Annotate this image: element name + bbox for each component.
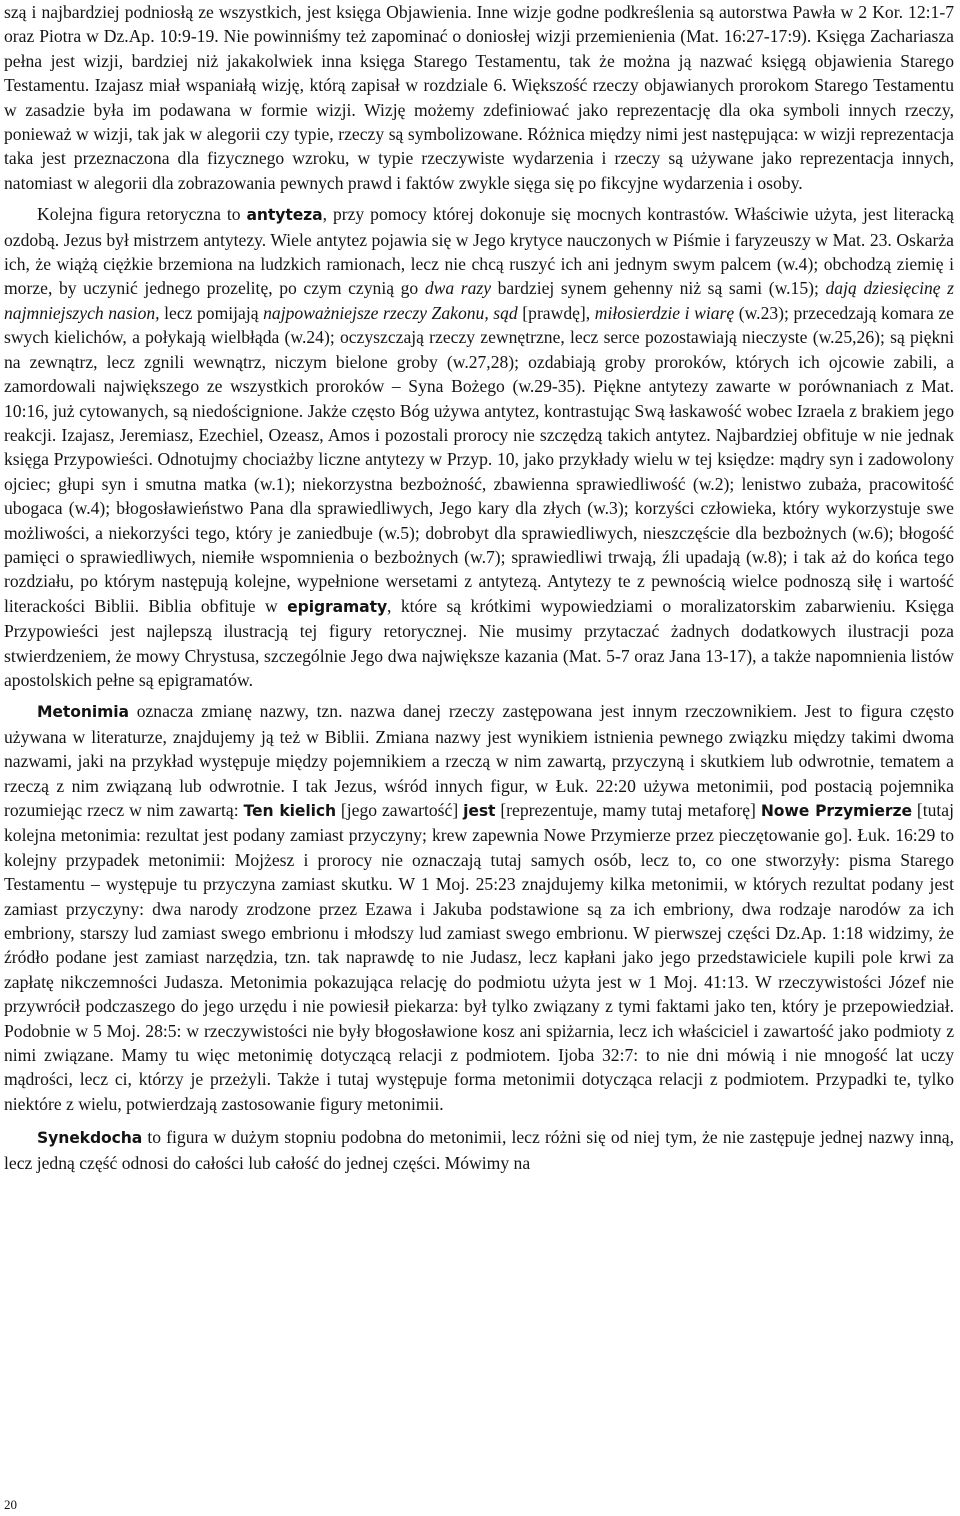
paragraph-antithesis bbox=[4, 202, 954, 692]
text-run: szą i najbardziej podniosłą ze wszystkich, jest księga Objawienia. Inne wizje godne podkreślenia są autorstwa Pawła w 2 Kor. 12:1-7 oraz Piotra w Dz.Ap. 10:9-19. Nie powinniśmy też zapominać o doniosłej wizji przemienienia (Mat. 16:27-17:9). Księga Zachariasza pełna jest wizji, bardziej niż jakakolwiek inna księga Starego Testamentu, tak że można ją nazwać księgą objawienia Starego Testamentu. Izajasz miał wspaniałą wizję, którą zapisał w rozdziale 6. Większość rzeczy objawianych prorokom Starego Testamentu w zasadzie była im podawana w formie wizji. Wizję możemy zdefiniować jako reprezentację dla oka symboli innych rzeczy, ponieważ w wizji, tak jak w alegorii czy typie, rzeczy są symbolizowane. Różnica między nimi jest następująca: w wizji reprezentacja taka jest przeznaczona dla fizycznego wzroku, w typie rzeczywiste wydarzenia i rzeczy są używane jako reprezentacja innych, natomiast w alegorii dla zobrazowania pewnych prawd i faktów zwykle sięga się po fikcyjne wydarzenia i osoby. bbox=[4, 2, 954, 193]
text-run: oznacza zmianę nazwy, tzn. nazwa danej rzeczy zastępowana jest innym rzeczownikiem. Jest to figura często używana w literaturze, znajdujemy ją też w Biblii. Zmiana nazwy jest wynikiem istnienia pewnego związku między takimi dwoma nazwami, jaki na przykład występuje między pojemnikiem a rzeczą w nim zawartą, przyczyną i skutkiem lub odwrotnie, tematem a rzeczą z nim związaną lub odwrotnie. I tak Jezus, wśród innych figur, w Łuk. 22:20 używa metonimii, pod postacią pojemnika rozumiejąc rzecz w nim zawartą: bbox=[4, 701, 954, 820]
italic-phrase: dwa razy bbox=[424, 278, 492, 299]
bold-term: jest bbox=[463, 802, 496, 820]
text-run: , które są krótkimi wypowiedziami o moralizatorskim zabarwieniu. Księga Przypowieści jest najlepszą ilustracją tej figury retorycznej. Nie musimy przytaczać żadnych dodatkowych ilustracji poza stwierdzeniem, że mowy Chrystusa, szczególnie Jego dwa największe kazania (Mat. 5-7 oraz Jana 13-17), a także napomnienia listów apostolskich pełne są epigramatów. bbox=[4, 595, 954, 690]
bold-term: antyteza bbox=[246, 206, 323, 225]
text-run: bardziej synem gehenny niż są sami (w.15); bbox=[491, 278, 826, 299]
italic-phrase: dają dziesięcinę z najmniejszych nasion, bbox=[4, 278, 954, 323]
text-run: to figura w dużym stopniu podobna do metonimii, lecz różni się od niej tym, że nie zastępuje jednej nazwy inną, lecz jedną część odnosi do całości lub całość do jednej części. Mówimy na bbox=[4, 1127, 954, 1173]
text-run: Kolejna figura retoryczna to bbox=[37, 204, 247, 225]
italic-phrase: miłosierdzie i wiarę bbox=[594, 302, 735, 323]
text-run: [jego zawartość] bbox=[335, 800, 464, 820]
bold-term: Synekdocha bbox=[37, 1129, 143, 1148]
text-run: lecz pomijają bbox=[159, 302, 264, 323]
bold-term: Metonimia bbox=[37, 703, 129, 722]
text-run: [tutaj kolejna metonimia: rezultat jest podany zamiast przyczyny; krew zapewnia Nowe Przymierze przez pieczętowanie go]. Łuk. 16:29 to kolejny przypadek metonimii: Mojżesz i prorocy nie oznaczają tutaj samych osób, lecz to, co one stworzyły: pisma Starego Testamentu – występuje tu przyczyna zamiast skutku. W 1 Moj. 25:23 znajdujemy kilka metonimii, w których rezultat podany jest zamiast przyczyny: dwa narody zrodzone przez Ezawa i Jakuba podstawione są za ich embriony, dwa rodzaje narodów za ich embriony, starszy lud zamiast swego embrionu i młodszy lud zamiast swego embrionu. W pierwszej części Dz.Ap. 1:18 widzimy, że źródło podane jest zamiast narzędzia, tzn. tak naprawdę to nie Judasz, lecz kapłani jako jego przedstawiciele kupili pole krwi za zapłatę nikczemności Judasza. Metonimia pokazująca relację do podmiotu użyta jest w 1 Moj. 41:13. W rzeczywistości Józef nie przywrócił podczaszego do jego urzędu i nie powiesił piekarza: był tylko związany z tymi faktami jako ten, który je przepowiedział. Podobnie w 5 Moj. 28:5: w rzeczywistości nie były błogosławione kosz ani spiżarnia, lecz ich właściciel i zawartość jako podmioty z nimi związane. Mamy tu więc metonimię dotyczącą relacji z podmiotem. Ijoba 32:7: to nie dni mówią i nie mnogość lat uczy mądrości, lecz ci, którzy je przeżyli. Także i tutaj występuje forma metonimii dotycząca relacji z podmiotem. Przypadki te, tylko niektóre z wielu, potwierdzają zastosowanie figury metonimii. bbox=[4, 800, 954, 1114]
bold-term: Ten kielich bbox=[243, 802, 336, 820]
page-number: 20 bbox=[4, 1497, 17, 1512]
paragraph-metonymy bbox=[4, 699, 954, 1116]
paragraph-synecdoche bbox=[4, 1125, 954, 1175]
text-run: , przy pomocy której dokonuje się mocnych kontrastów. Właściwie użyta, jest literacką ozdobą. Jezus był mistrzem antytezy. Wiele antytez pojawia się w Jego krytyce nauczonych w Piśmie i faryzeuszy w Mat. 23. Oskarża ich, że wiążą ciężkie brzemiona na ludzkich ramionach, lecz nie chcą ruszyć ich ani jednym swym palcem (w.4); obchodzą ziemię i morze, by uczynić jednego prozelitę, po czym czynią go bbox=[4, 204, 954, 299]
text-run: [prawdę], bbox=[517, 302, 595, 323]
text-run: [reprezentuje, mamy tutaj metaforę] bbox=[495, 800, 761, 820]
italic-phrase: najpoważniejsze rzeczy Zakonu, sąd bbox=[263, 302, 518, 323]
text-run: (w.23); przecedzają komara ze swych kielichów, a połykają wielbłąda (w.24); oczyszczają rzeczy zewnętrzne, lecz serce pozostawiają nieczyste (w.25,26); są piękni na zewnątrz, lecz zgnili wewnątrz, niczym bielone groby (w.27,28); ozdabiają groby proroków, których ich ojcowie zabili, a zamordowali największego ze wszystkich proroków – Syna Bożego (w.29-35). Piękne antytezy zawarte w porównaniach z Mat. 10:16, już cytowanych, są niedoścignione. Jakże często Bóg używa antytez, kontrastując Swą łaskawość wobec Izraela z brakiem jego reakcji. Izajasz, Jeremiasz, Ezechiel, Ozeasz, Amos i pozostali prorocy nie szczędzą takich antytez. Najbardziej obfituje w nie jednak księga Przypowieści. Odnotujmy chociażby liczne antytezy w Przyp. 10, jako przykłady wielu w tej księdze: mądry syn i zadowolony ojciec; głupi syn i smutna matka (w.1); niekorzystna bezbożność, zbawienna sprawiedliwość (w.2); lenistwo zubaża, pracowitość ubogaca (w.4); błogosławieństwo Pana dla sprawiedliwych, Jego kary dla złych (w.3); korzyści człowieka, który wykorzystuje swe możliwości, a niekorzyści tego, który je zaniedbuje (w.5); dobrobyt dla sprawiedliwych, nieszczęście dla bezbożnych (w.6); błogość pamięci o sprawiedliwych, niemiłe wspomnienia o bezbożnych (w.7); sprawiedliwi trwają, źli upadają (w.8); i tak aż do końca tego rozdziału, po którym następują kolejne, wypełnione wersetami z antytezą. Antytezy te z pewnością wielce podnoszą siłę i wartość literackości Biblii. Biblia obfituje w bbox=[4, 302, 954, 616]
bold-term: epigramaty bbox=[287, 597, 388, 616]
bold-term: Nowe Przymierze bbox=[760, 802, 912, 820]
paragraph-visions bbox=[4, 0, 954, 195]
document-page bbox=[4, 0, 954, 1175]
